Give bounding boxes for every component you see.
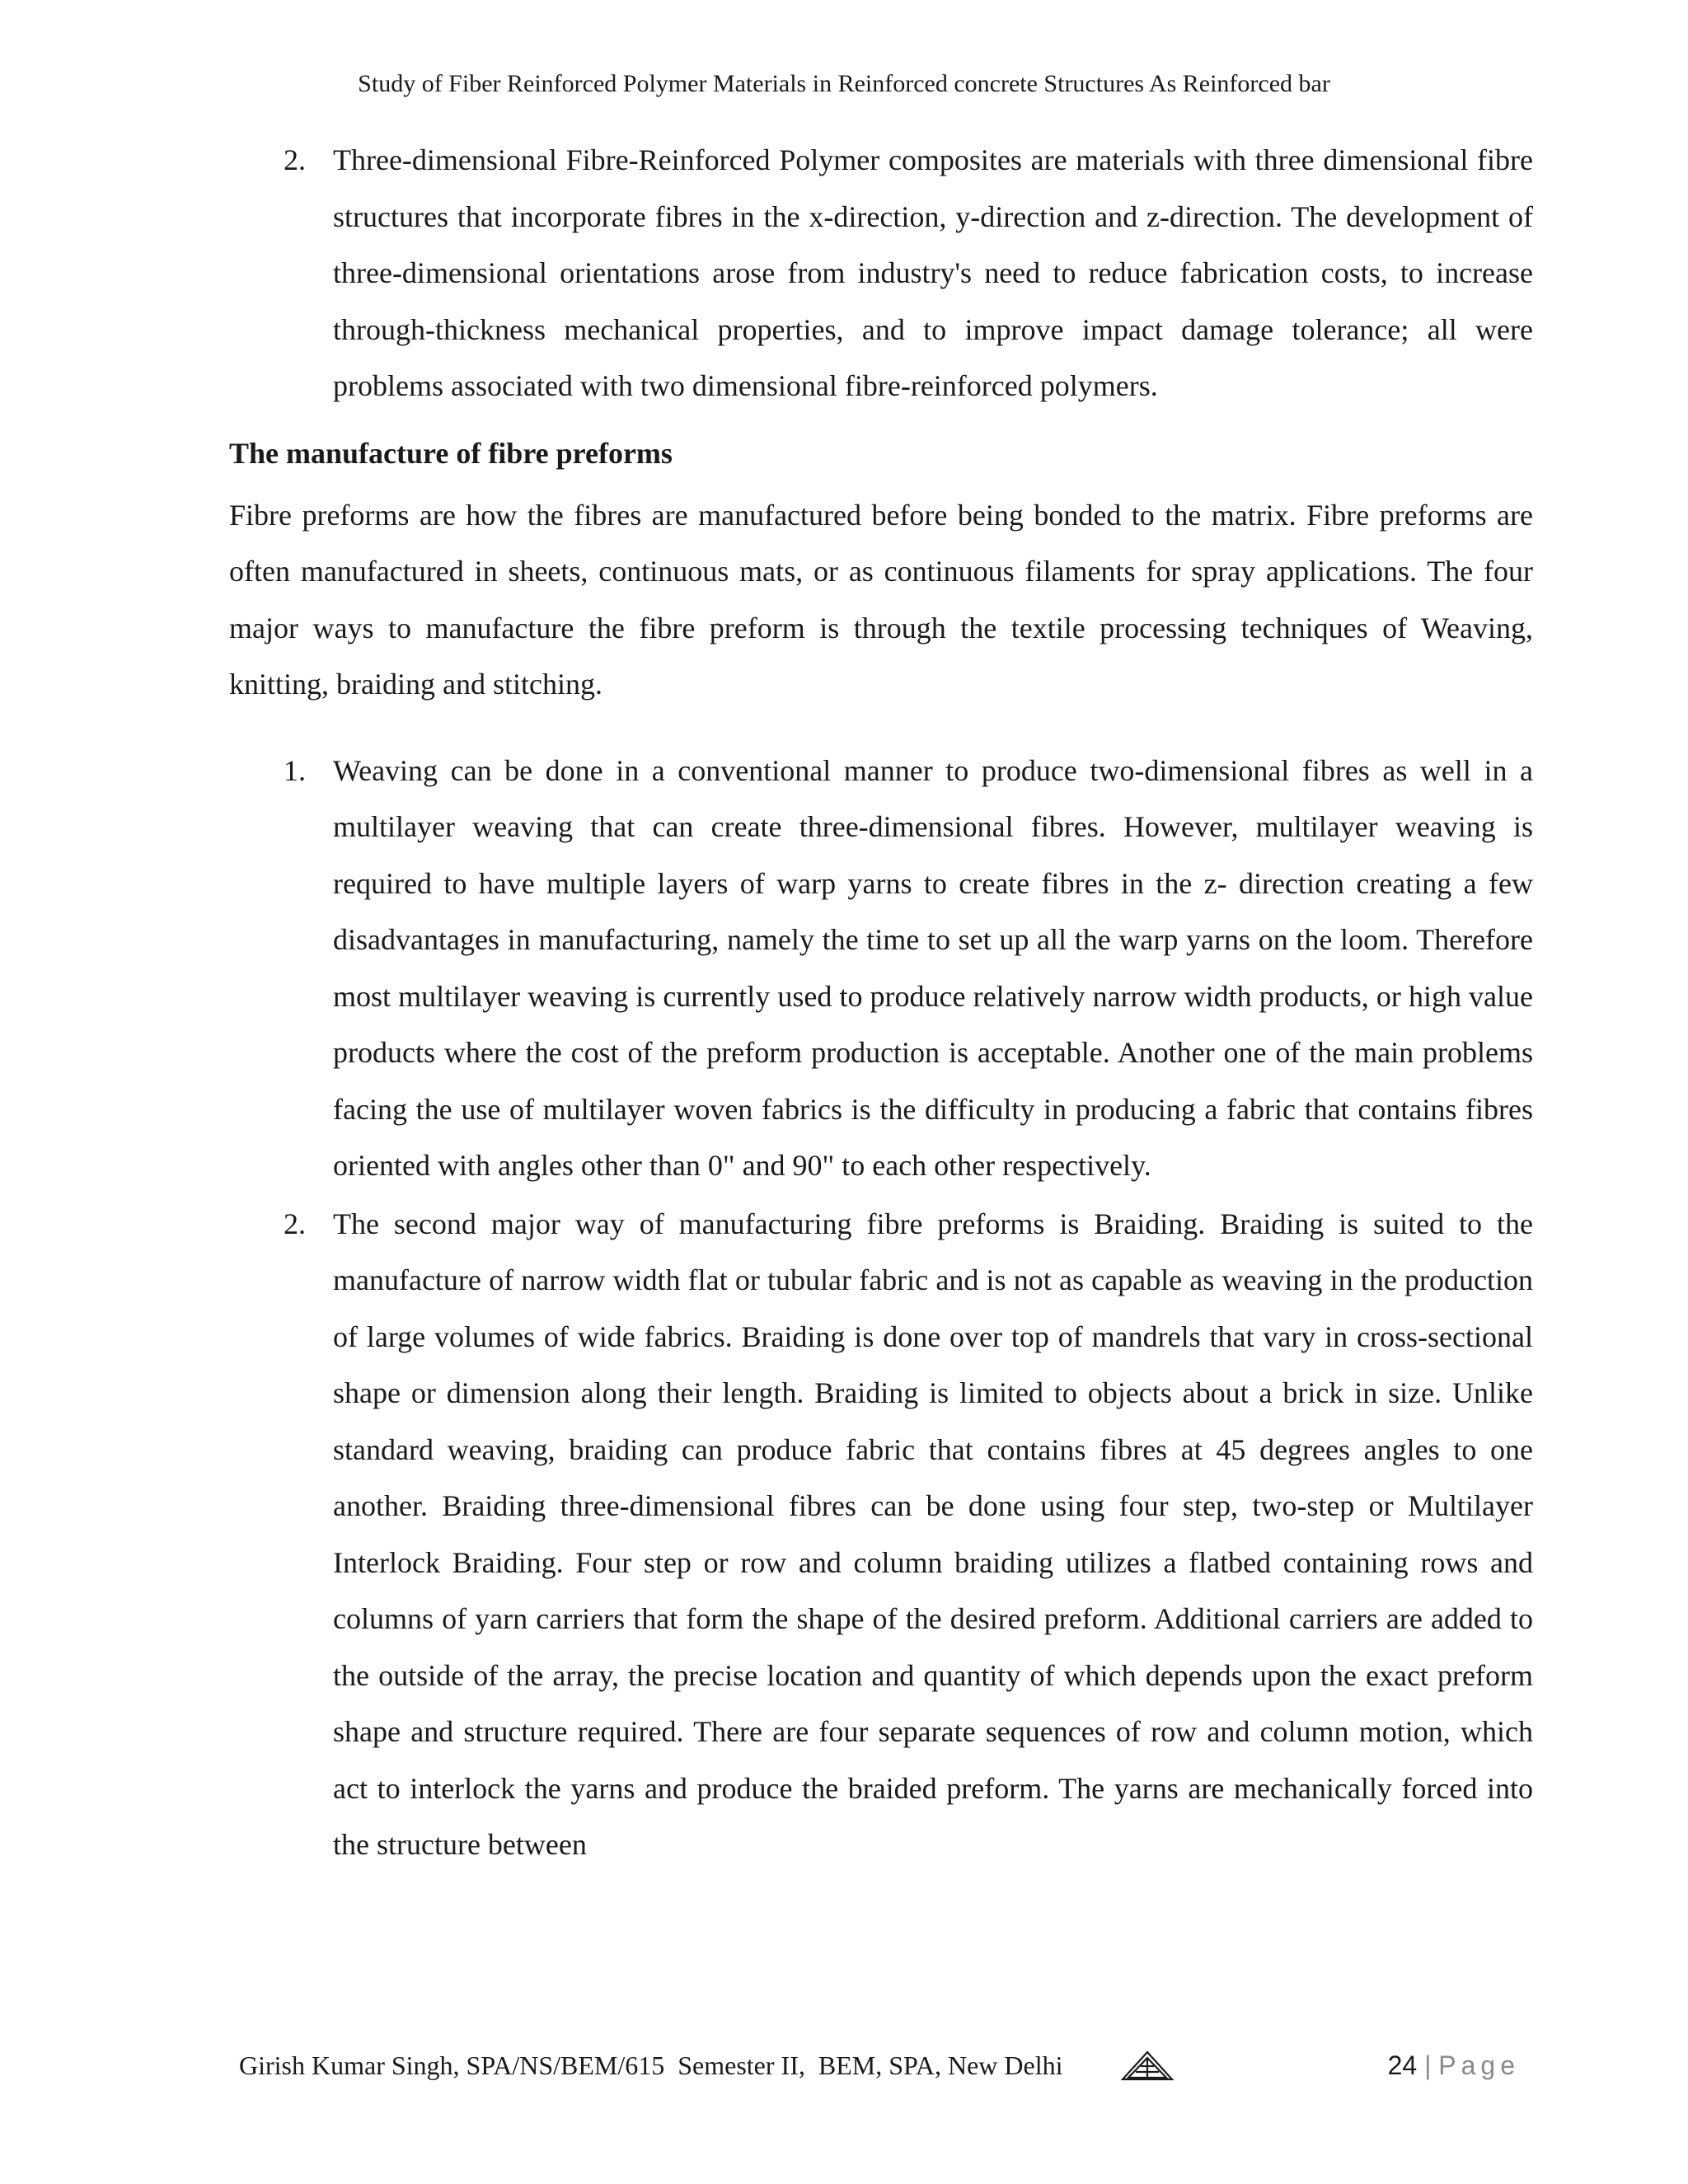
page-number-label [1388,2047,1520,2083]
numbered-list [229,743,1533,1873]
section-heading: The manufacture of fibre preforms [229,436,673,470]
page-content [229,132,1533,1873]
list-item [229,1196,1533,1873]
list-item-text: Three-dimensional Fibre-Reinforced Polymer composites are materials with three dimensional fibre structures that incorporate fibres in the x-direction, y-direction and z-direction. The development of three-dimensional orientations arose from industry's need to reduce fabrication costs, to increase through-thickness mechanical properties, and to improve impact damage tolerance; all were problems associated with two dimensional fibre-reinforced polymers. [333,143,1533,402]
page-number: 24 [1387,2050,1418,2080]
list-item-text: The second major way of manufacturing fibre preforms is Braiding. Braiding is suited to the manufacture of narrow width flat or tubular fabric and is not as capable as weaving in the production of large volumes of wide fabrics. Braiding is done over top of mandrels that vary in cross-sectional shape or dimension along their length. Braiding is limited to objects about a brick in size. Unlike standard weaving, braiding can produce fabric that contains fibres at 45 degrees angles to one another. Braiding three-dimensional fibres can be done using four step, two-step or Multilayer Interlock Braiding. Four step or row and column braiding utilizes a flatbed containing rows and columns of yarn carriers that form the shape of the desired preform. Additional carriers are added to the outside of the array, the precise location and quantity of which depends upon the exact preform shape and structure required. There are four separate sequences of row and column motion, which act to interlock the yarns and produce the braided preform. The yarns are mechanically forced into the structure between [333,1207,1533,1861]
list-item [229,132,1533,415]
list-item-text: Weaving can be done in a conventional manner to produce two-dimensional fibres as well in a multilayer weaving that can create three-dimensional fibres. However, multilayer weaving is required to have multiple layers of warp yarns to create fibres in the z- direction creating a few disadvantages in manufacturing, namely the time to set up all the warp yarns on the loom. Therefore most multilayer weaving is currently used to produce relatively narrow width products, or high value products where the cost of the preform production is acceptable. Another one of the main problems facing the use of multilayer woven fabrics is the difficulty in producing a fabric that contains fibres oriented with angles other than 0" and 90" to each other respectively. [333,753,1533,1182]
list-item [229,743,1533,1194]
list-item-number: 2. [284,143,306,176]
list-item-number: 1. [284,753,306,787]
running-header: Study of Fiber Reinforced Polymer Materials in Reinforced concrete Structures As Reinforced bar [358,70,1330,97]
institution-logo-icon [1121,2050,1174,2082]
page-separator: | [1424,2050,1432,2080]
page-footer [239,2047,1533,2083]
footer-author-line: Girish Kumar Singh, SPA/NS/BEM/615 Semester II, BEM, SPA, New Delhi [239,2050,1063,2080]
page-word: Page [1438,2050,1520,2080]
list-item-number: 2. [284,1207,306,1240]
body-paragraph: Fibre preforms are how the fibres are manufactured before being bonded to the matrix. Fibre preforms are often manufactured in sheets, continuous mats, or as continuous filaments for spray applications. The four major ways to manufacture the fibre preform is through the textile processing techniques of Weaving, knitting, braiding and stitching. [229,498,1533,701]
